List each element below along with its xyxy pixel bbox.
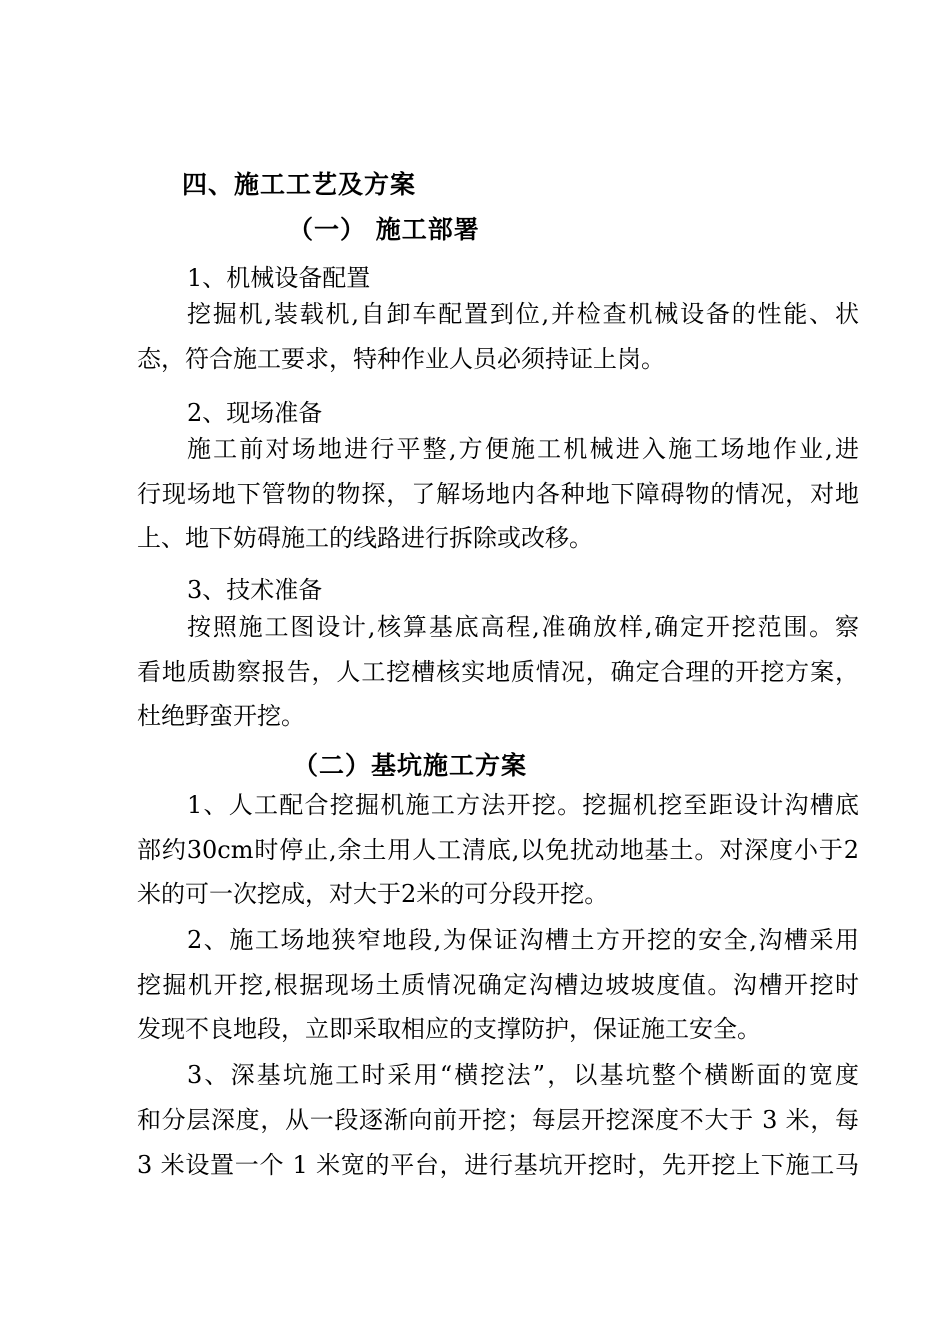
paragraph-line: 态，符合施工要求，特种作业人员必须持证上岗。 <box>137 345 665 373</box>
paragraph-line: 3、深基坑施工时采用“横挖法”，以基坑整个横断面的宽度 <box>187 1061 859 1089</box>
item-heading-equipment: 1、机械设备配置 <box>187 264 371 292</box>
item-heading-technical-prep: 3、技术准备 <box>187 576 323 604</box>
paragraph-line: 米的可一次挖成，对大于2米的可分段开挖。 <box>137 880 609 908</box>
paragraph-line: 挖掘机,装载机,自卸车配置到位,并检查机械设备的性能、状 <box>187 300 859 328</box>
paragraph-line: 杜绝野蛮开挖。 <box>137 702 305 730</box>
paragraph-line: 和分层深度，从一段逐渐向前开挖；每层开挖深度不大于 3 米，每 <box>137 1106 859 1134</box>
subsection-heading-excavation: （二）基坑施工方案 <box>293 751 528 780</box>
item-heading-site-prep: 2、现场准备 <box>187 399 323 427</box>
paragraph-line: 发现不良地段，立即采取相应的支撑防护，保证施工安全。 <box>137 1015 761 1043</box>
paragraph-line: 3 米设置一个 1 米宽的平台，进行基坑开挖时，先开挖上下施工马 <box>137 1151 859 1179</box>
paragraph-line: 看地质勘察报告，人工挖槽核实地质情况，确定合理的开挖方案， <box>137 658 859 686</box>
paragraph-line: 按照施工图设计,核算基底高程,准确放样,确定开挖范围。察 <box>187 613 859 641</box>
subsection-heading-deployment: （一） 施工部署 <box>288 215 480 244</box>
paragraph-line: 2、施工场地狭窄地段,为保证沟槽土方开挖的安全,沟槽采用 <box>187 926 859 954</box>
paragraph-line: 上、地下妨碍施工的线路进行拆除或改移。 <box>137 524 593 552</box>
section-heading: 四、施工工艺及方案 <box>182 170 417 199</box>
paragraph-line: 1、人工配合挖掘机施工方法开挖。挖掘机挖至距设计沟槽底 <box>187 791 859 819</box>
paragraph-line: 施工前对场地进行平整,方便施工机械进入施工场地作业,进 <box>187 435 859 463</box>
paragraph-line: 部约30cm时停止,余土用人工清底,以免扰动地基土。对深度小于2 <box>137 836 859 864</box>
paragraph-line: 挖掘机开挖,根据现场土质情况确定沟槽边坡坡度值。沟槽开挖时 <box>137 971 859 999</box>
paragraph-line: 行现场地下管物的物探，了解场地内各种地下障碍物的情况，对地 <box>137 480 859 508</box>
